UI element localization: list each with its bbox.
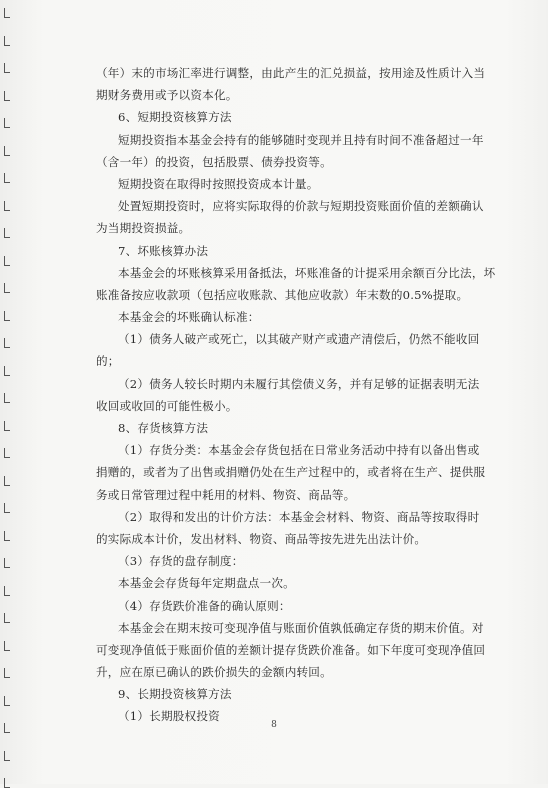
- paragraph-line: 本基金会的坏账确认标准：: [118, 310, 260, 325]
- paragraph-line: 捐赠的，或者为了出售或捐赠仍处在生产过程中的，或者将在生产、提供服: [96, 465, 486, 480]
- paragraph-line: 本基金会存货每年定期盘点一次。: [118, 576, 295, 591]
- paragraph-line: （2）债务人较长时期内未履行其偿债义务，并有足够的证据表明无法: [118, 376, 480, 391]
- paragraph-line: （3）存货的盘存制度：: [118, 554, 244, 569]
- binding-mark: [4, 256, 10, 266]
- section-heading: 6、短期投资核算方法: [118, 110, 232, 125]
- binding-mark: [4, 613, 10, 623]
- binding-mark: [4, 338, 10, 348]
- binding-margin: [0, 0, 14, 784]
- page-number: 8: [271, 720, 277, 730]
- binding-mark: [4, 311, 10, 321]
- binding-mark: [4, 118, 10, 128]
- binding-mark: [4, 448, 10, 458]
- binding-mark: [4, 201, 10, 211]
- binding-mark: [4, 696, 10, 706]
- paragraph-line: 期财务费用或予以资本化。: [96, 88, 238, 103]
- paragraph-line: 的；: [96, 354, 120, 369]
- paragraph-line: （1）债务人破产或死亡，以其破产财产或遗产清偿后，仍然不能收回: [118, 332, 480, 347]
- paragraph-line: 为当期投资损益。: [96, 221, 191, 236]
- binding-mark: [4, 778, 10, 788]
- binding-mark: [4, 366, 10, 376]
- binding-mark: [4, 36, 10, 46]
- paragraph-line: 本基金会在期末按可变现净值与账面价值孰低确定存货的期末价值。对: [118, 620, 484, 635]
- binding-mark: [4, 8, 10, 18]
- document-body: [96, 62, 496, 728]
- paragraph-line: 的实际成本计价，发出材料、物资、商品等按先进先出法计价。: [96, 531, 427, 546]
- binding-mark: [4, 558, 10, 568]
- binding-mark: [4, 228, 10, 238]
- binding-mark: [4, 421, 10, 431]
- paragraph-line: （1）长期股权投资: [118, 709, 220, 724]
- paragraph-line: 处置短期投资时，应将实际取得的价款与短期投资账面价值的差额确认: [118, 199, 484, 214]
- paragraph-line: 可变现净值低于账面价值的差额计提存货跌价准备。如下年度可变现净值回: [96, 642, 486, 657]
- binding-mark: [4, 283, 10, 293]
- paragraph-line: 务或日常管理过程中耗用的材料、物资、商品等。: [96, 487, 356, 502]
- binding-mark: [4, 173, 10, 183]
- binding-mark: [4, 146, 10, 156]
- paragraph-line: 收回或收回的可能性极小。: [96, 398, 238, 413]
- binding-mark: [4, 393, 10, 403]
- binding-mark: [4, 586, 10, 596]
- paragraph-line: 短期投资指本基金会持有的能够随时变现并且持有时间不准备超过一年: [118, 132, 484, 147]
- binding-mark: [4, 503, 10, 513]
- paragraph-line: （年）末的市场汇率进行调整，由此产生的汇兑损益，按用途及性质计入当: [96, 66, 486, 80]
- paragraph-line: （1）存货分类：本基金会存货包括在日常业务活动中持有以备出售或: [118, 443, 480, 458]
- paragraph-line: （2）取得和发出的计价方法：本基金会材料、物资、商品等按取得时: [118, 509, 480, 524]
- binding-mark: [4, 668, 10, 678]
- paragraph-line: 账准备按应收款项（包括应收账款、其他应收款）年末数的0.5%提取。: [96, 287, 469, 302]
- binding-mark: [4, 641, 10, 651]
- binding-mark: [4, 63, 10, 73]
- paragraph-line: 短期投资在取得时按照投资成本计量。: [118, 176, 319, 191]
- section-heading: 7、坏账核算办法: [118, 243, 209, 258]
- section-heading: 8、存货核算方法: [118, 421, 209, 435]
- paragraph-line: （含一年）的投资，包括股票、债券投资等。: [96, 154, 332, 169]
- binding-mark: [4, 476, 10, 486]
- binding-mark: [4, 531, 10, 541]
- section-heading: 9、长期投资核算方法: [118, 687, 232, 702]
- binding-mark: [4, 751, 10, 761]
- paragraph-line: 升，应在原已确认的跌价损失的金额内转回。: [96, 665, 332, 680]
- binding-mark: [4, 91, 10, 101]
- paragraph-line: （4）存货跌价准备的确认原则：: [118, 598, 291, 613]
- paragraph-line: 本基金会的坏账核算采用备抵法，坏账准备的计提采用余额百分比法，坏: [118, 265, 496, 280]
